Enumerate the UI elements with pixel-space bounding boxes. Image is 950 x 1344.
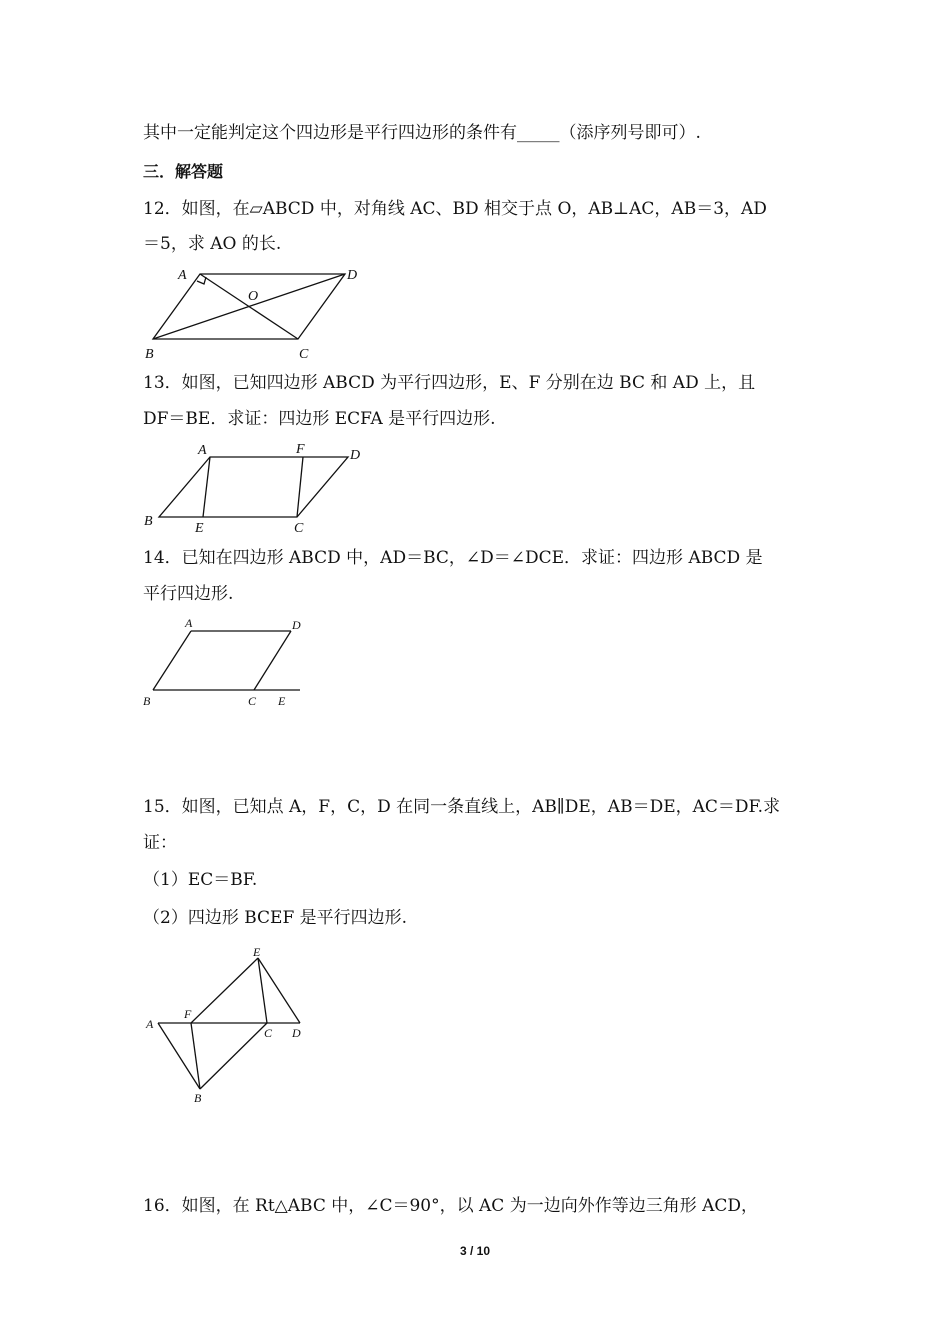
section-heading: 三．解答题 (143, 162, 224, 181)
label-d: D (292, 618, 301, 632)
question-14-line-1: 14．已知在四边形 ABCD 中，AD＝BC，∠D＝∠DCE．求证：四边形 ABCD 是 (143, 548, 763, 568)
question-15-part-2: （2）四边形 BCEF 是平行四边形. (143, 908, 408, 928)
question-15-part-1: （1）EC＝BF. (143, 870, 258, 890)
page-number: 3 / 10 (459, 1244, 491, 1258)
label-o: O (248, 289, 259, 304)
label-d: D (292, 1026, 301, 1040)
figure-15 (140, 940, 320, 1110)
question-14-line-2: 平行四边形. (143, 584, 234, 604)
question-16-line-1: 16．如图，在 Rt△ABC 中，∠C＝90°，以 AC 为一边向外作等边三角形 ACD， (143, 1196, 759, 1216)
label-f: F (184, 1007, 192, 1021)
label-a: A (146, 1017, 154, 1031)
label-d: D (350, 448, 361, 463)
label-f: F (296, 442, 305, 457)
label-b: B (144, 514, 153, 529)
text-line: 其中一定能判定这个四边形是平行四边形的条件有_____（添序列号即可）. (143, 123, 701, 143)
question-15-line-1: 15．如图，已知点 A，F，C，D 在同一条直线上，AB∥DE，AB＝DE，AC＝DF.求 (143, 797, 781, 817)
label-b: B (145, 347, 154, 362)
question-13-line-2: DF＝BE．求证：四边形 ECFA 是平行四边形. (143, 409, 496, 429)
label-e: E (253, 945, 261, 959)
question-13-line-1: 13．如图，已知四边形 ABCD 为平行四边形，E、F 分别在边 BC 和 AD 上，且 (143, 373, 756, 393)
label-b: B (143, 694, 151, 708)
label-a: A (185, 616, 193, 630)
question-15-line-2: 证： (143, 833, 177, 853)
label-a: A (198, 443, 207, 458)
label-d: D (347, 268, 358, 283)
question-12-line-2: ＝5，求 AO 的长. (143, 234, 282, 254)
question-12-line-1: 12．如图，在▱ABCD 中，对角线 AC、BD 相交于点 O，AB⊥AC，AB＝3，AD (143, 199, 767, 219)
figure-13 (140, 440, 370, 540)
figure-12 (140, 262, 370, 362)
label-c: C (299, 347, 309, 362)
figure-14 (140, 613, 320, 713)
label-c: C (264, 1026, 273, 1040)
label-c: C (248, 694, 257, 708)
label-c: C (294, 521, 304, 536)
label-b: B (194, 1091, 202, 1105)
label-a: A (178, 268, 187, 283)
label-e: E (278, 694, 286, 708)
label-e: E (195, 521, 204, 536)
